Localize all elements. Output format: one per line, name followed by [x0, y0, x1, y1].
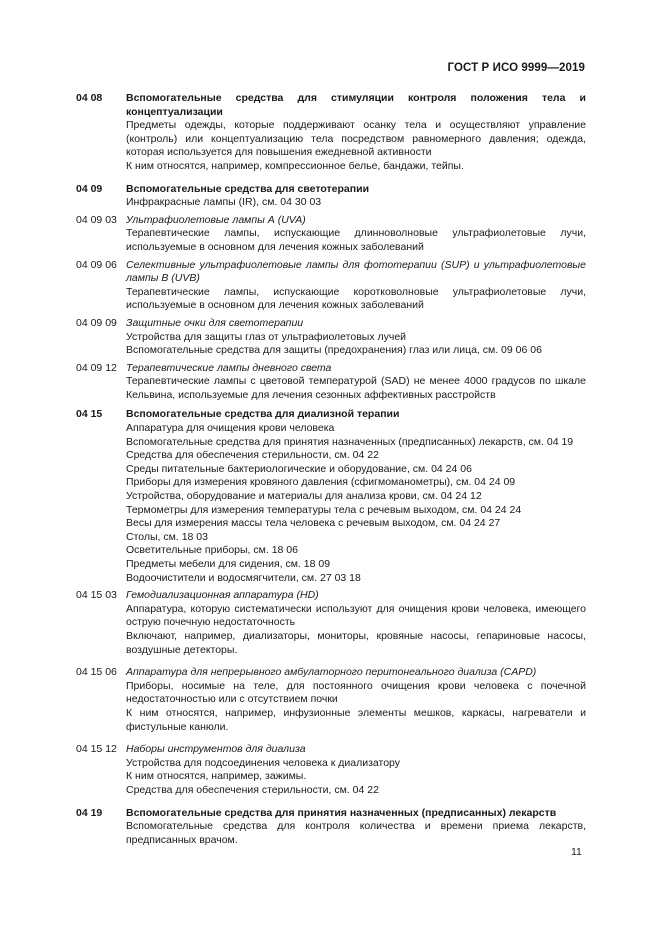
entry-title: Вспомогательные средства для светотерапии — [126, 182, 370, 195]
entry-code: 04 09 — [76, 182, 103, 195]
entry-text: К ним относятся, например, зажимы. — [126, 770, 307, 783]
entry-text: Предметы одежды, которые поддерживают осанку тела и осуществляют управление (контроль) или концептуализацию тела посредством равномерного давления; одежда, которая используется для повышения ежедневной активности — [126, 119, 586, 159]
entry-title: Вспомогательные средства для стимуляции контроля положения тела и концептуализации — [126, 92, 586, 118]
entry-title: Вспомогательные средства для принятия назначенных (предписанных) лекарств — [126, 806, 557, 819]
entry-04-15-03 — [76, 589, 586, 657]
entry-text: Устройства для защиты глаз от ультрафиолетовых лучей — [126, 330, 407, 343]
entry-text: Приборы для измерения кровяного давления (сфигмоманометры), см. 04 24 09 — [126, 476, 516, 489]
entry-code: 04 08 — [76, 92, 103, 104]
entry-text: Инфракрасные лампы (IR), см. 04 30 03 — [126, 196, 322, 209]
entry-text: Средства для обеспечения стерильности, см. 04 22 — [126, 449, 379, 462]
entry-text: Устройства для подсоединения человека к диализатору — [126, 756, 401, 769]
entry-code: 04 15 12 — [76, 743, 117, 756]
entry-text: Устройства, оборудование и материалы для анализа крови, см. 04 24 12 — [126, 490, 482, 503]
entry-code: 04 09 03 — [76, 213, 117, 226]
entry-text: Терапевтические лампы, испускающие коротковолновые ультрафиолетовые лучи, используемые в основном для лечения кожных заболеваний — [126, 285, 586, 312]
entry-title: Вспомогательные средства для диализной терапии — [126, 408, 400, 421]
entry-04-08 — [76, 92, 586, 174]
entry-title: Аппаратура для непрерывного амбулаторного перитонеального диализа (CAPD) — [126, 666, 537, 679]
entry-title: Терапевтические лампы дневного света — [126, 361, 332, 374]
entry-title: Селективные ультрафиолетовые лампы для фототерапии (SUP) и ультрафиолетовые лампы В (UVB) — [126, 258, 586, 285]
entry-text: Предметы мебели для сидения, см. 18 09 — [126, 558, 331, 570]
entry-text: Аппаратура, которую систематически используют для очищения крови человека, имеющего острую почечную недостаточность — [126, 602, 586, 629]
document-body — [76, 92, 586, 847]
entry-title: Защитные очки для светотерапии — [126, 316, 304, 329]
entry-code: 04 09 06 — [76, 258, 117, 271]
entry-text: Терапевтические лампы, испускающие длинноволновые ультрафиолетовые лучи, используемые в основном для лечения кожных заболеваний — [126, 227, 586, 253]
entry-text: Вспомогательные средства для защиты (предохранения) глаз или лица, см. 09 06 06 — [126, 344, 542, 357]
entry-text: Терапевтические лампы с цветовой температурой (SAD) не менее 4000 градусов по шкале Кельвина, используемые для лечения сезонных аффективных расстройств — [126, 375, 586, 401]
entry-text: Весы для измерения массы тела человека с речевым выходом, см. 04 24 27 — [126, 517, 501, 530]
entry-title: Наборы инструментов для диализа — [126, 743, 306, 756]
entry-04-09-09 — [76, 317, 586, 358]
entry-text: Осветительные приборы, см. 18 06 — [126, 544, 298, 557]
entry-text: Термометры для измерения температуры тела с речевым выходом, см. 04 24 24 — [126, 503, 522, 516]
entry-text: Среды питательные бактериологические и оборудование, см. 04 24 06 — [126, 462, 472, 475]
entry-04-15-12 — [76, 743, 586, 797]
entry-title: Гемодиализационная аппаратура (HD) — [126, 589, 319, 602]
entry-text: К ним относятся, например, компрессионное белье, бандажи, тейпы. — [126, 159, 464, 172]
entry-04-19 — [76, 807, 586, 848]
entry-code: 04 09 09 — [76, 316, 117, 329]
entry-04-15-06 — [76, 666, 586, 734]
entry-code: 04 15 06 — [76, 666, 117, 679]
entry-code: 04 19 — [76, 806, 103, 819]
entry-text: К ним относятся, например, инфузионные элементы мешков, каркасы, нагреватели и фистульные канюли. — [126, 706, 586, 733]
entry-04-09-03 — [76, 214, 586, 255]
entry-text: Водоочистители и водосмягчители, см. 27 03 18 — [126, 571, 361, 584]
entry-title: Ультрафиолетовые лампы А (UVA) — [126, 213, 306, 226]
entry-text: Включают, например, диализаторы, мониторы, кровяные насосы, гепариновые насосы, воздушные детекторы. — [126, 629, 586, 656]
document-header: ГОСТ Р ИСО 9999—2019 — [447, 62, 585, 74]
entry-text: Приборы, носимые на теле, для постоянного очищения крови человека с почечной недостаточностью или с отсутствием почки — [126, 679, 586, 706]
entry-text: Средства для обеспечения стерильности, см. 04 22 — [126, 783, 379, 796]
page-number: 11 — [571, 846, 582, 858]
entry-code: 04 15 03 — [76, 589, 117, 602]
entry-04-09-06 — [76, 259, 586, 313]
entry-04-09 — [76, 183, 586, 210]
entry-code: 04 09 12 — [76, 361, 117, 374]
entry-04-09-12 — [76, 362, 586, 403]
entry-text: Аппаратура для очищения крови человека — [126, 422, 335, 435]
entry-text: Вспомогательные средства для контроля количества и времени приема лекарств, предписанных врачом. — [126, 820, 586, 846]
entry-code: 04 15 — [76, 408, 103, 421]
entry-text: Вспомогательные средства для принятия назначенных (предписанных) лекарств, см. 04 19 — [126, 435, 574, 448]
entry-04-15 — [76, 408, 586, 585]
entry-text: Столы, см. 18 03 — [126, 530, 208, 543]
